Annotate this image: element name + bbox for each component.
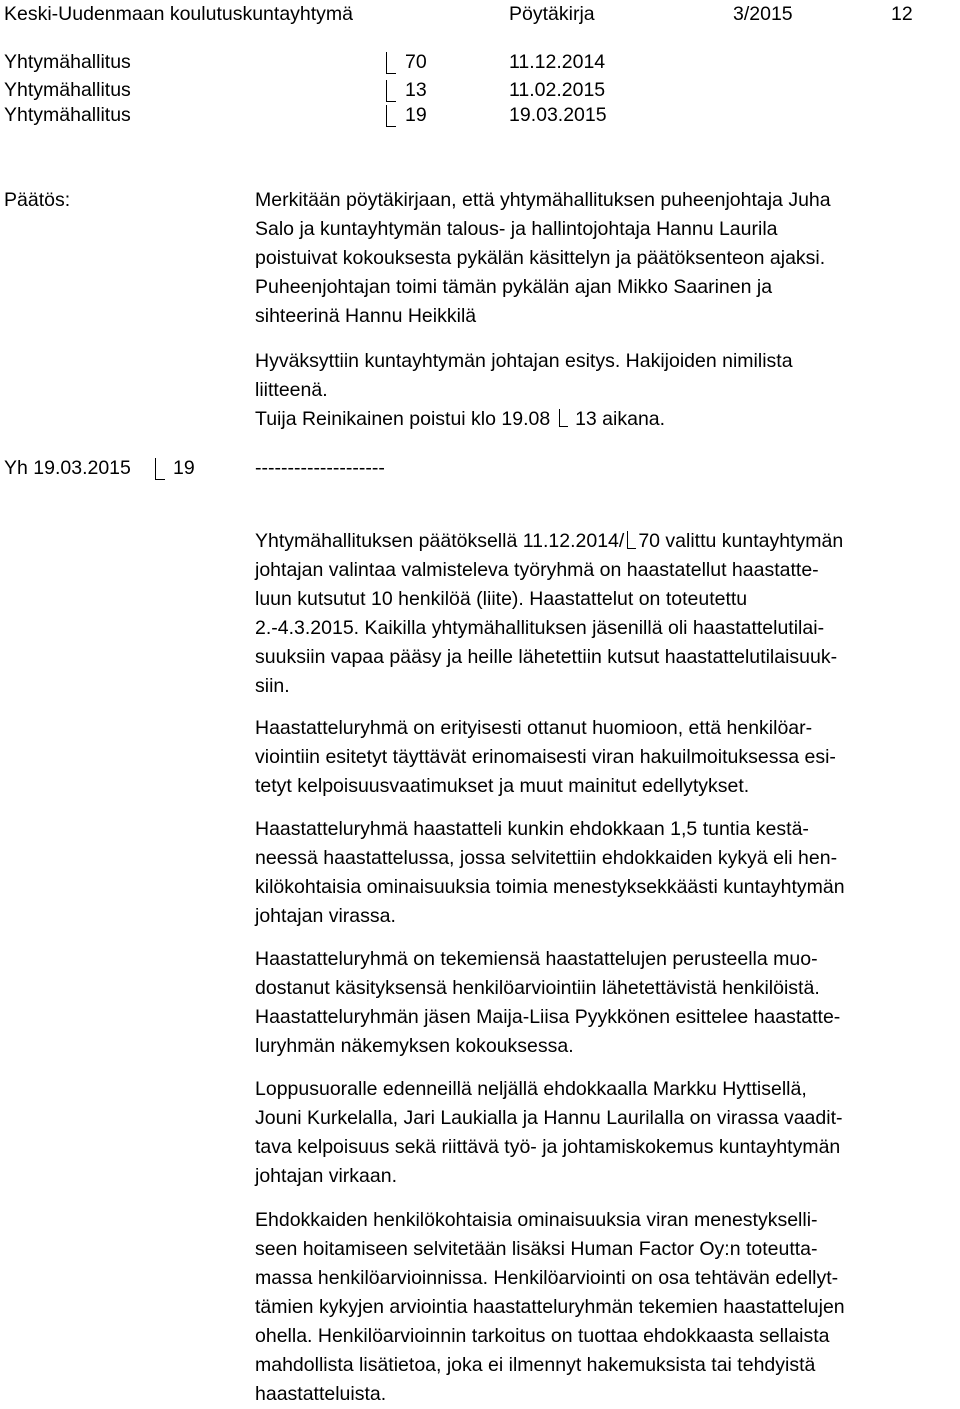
text-line: Haastatteluryhmä haastatteli kunkin ehdokkaan 1,5 tuntia kestä-	[255, 818, 809, 840]
text-line: tämien kykyjen arviointia haastatteluryhmän tekemien haastattelujen	[255, 1296, 845, 1318]
text-line: siin.	[255, 675, 290, 697]
body-paragraph	[255, 527, 955, 701]
text-line: haastatteluista.	[255, 1383, 387, 1405]
text-line: suuksiin vapaa pääsy ja heille lähetettiin kutsut haastattelutilaisuuk-	[255, 646, 838, 668]
meeting-body: Yhtymähallitus	[4, 51, 131, 73]
section-divider: --------------------	[255, 457, 385, 479]
text-line: 2.-4.3.2015. Kaikilla yhtymähallituksen jäsenillä oli haastattelutilai-	[255, 617, 825, 639]
text-line: Loppusuoralle edenneillä neljällä ehdokkaalla Markku Hyttisellä,	[255, 1078, 807, 1100]
body-paragraph	[255, 1206, 955, 1409]
text-line: neessä haastattelussa, jossa selvitettiin ehdokkaiden kykyä eli hen-	[255, 847, 838, 869]
text-line: johtajan virkaan.	[255, 1165, 398, 1187]
text-line: luryhmän näkemyksen kokouksessa.	[255, 1035, 574, 1057]
text-line: massa henkilöarvioinnissa. Henkilöarviointi on osa tehtävän edellyt-	[255, 1267, 839, 1289]
document-number: 3/2015	[733, 3, 793, 25]
section-sign-icon	[386, 80, 396, 102]
text-line: mahdollista lisätietoa, joka ei ilmennyt hakemuksista tai tehdyistä	[255, 1354, 816, 1376]
text-line: Salo ja kuntayhtymän talous- ja hallintojohtaja Hannu Laurila	[255, 218, 778, 240]
text-line: Haastatteluryhmä on erityisesti ottanut huomioon, että henkilöar-	[255, 717, 813, 739]
text-line: tetyt kelpoisuusvaatimukset ja muut mainitut edellytykset.	[255, 775, 750, 797]
text-fragment: 70 valittu kuntayhtymän	[638, 530, 844, 552]
org-name: Keski-Uudenmaan koulutuskuntayhtymä	[4, 3, 354, 25]
text-line: viointiin esitetyt täyttävät erinomaisesti viran hakuilmoituksessa esi-	[255, 746, 836, 768]
meeting-date: 11.02.2015	[509, 79, 606, 101]
text-line: liitteenä.	[255, 379, 328, 401]
section-ref-date: Yh 19.03.2015	[4, 457, 131, 479]
text-line: Puheenjohtajan toimi tämän pykälän ajan Mikko Saarinen ja	[255, 276, 773, 298]
text-line: Haastatteluryhmän jäsen Maija-Liisa Pyykkönen esittelee haastatte-	[255, 1006, 841, 1028]
meeting-date: 19.03.2015	[509, 104, 607, 126]
document-type: Pöytäkirja	[509, 3, 595, 25]
section-sign-icon	[556, 409, 570, 427]
text-line: ohella. Henkilöarvioinnin tarkoitus on tuottaa ehdokkaasta sellaista	[255, 1325, 830, 1347]
text-line	[255, 405, 955, 434]
text-line: tava kelpoisuus sekä riittävä työ- ja johtamiskokemus kuntayhtymän	[255, 1136, 841, 1158]
page-number: 12	[891, 3, 913, 25]
text-line	[255, 527, 955, 556]
meeting-section: 13	[405, 79, 427, 101]
text-line: luun kutsutut 10 henkilöä (liite). Haastattelut on toteutettu	[255, 588, 748, 610]
text-line: dostanut käsityksensä henkilöarviointiin lähetettävistä henkilöistä.	[255, 977, 820, 999]
section-ref-number: 19	[173, 457, 195, 479]
text-line: sihteerinä Hannu Heikkilä	[255, 305, 477, 327]
decision-approval	[255, 347, 955, 434]
section-sign-icon	[386, 52, 396, 74]
section-sign-icon	[624, 531, 638, 549]
text-line: johtajan virassa.	[255, 905, 396, 927]
departure-note: Tuija Reinikainen poistui klo 19.08	[255, 408, 551, 430]
text-line: Jouni Kurkelalla, Jari Laukialla ja Hannu Laurilalla on virassa vaadit-	[255, 1107, 843, 1129]
decision-text	[255, 186, 955, 331]
decision-label: Päätös:	[4, 189, 71, 211]
body-paragraph	[255, 945, 955, 1061]
body-paragraph	[255, 714, 955, 801]
text-line: seen hoitamiseen selvitetään lisäksi Human Factor Oy:n toteutta-	[255, 1238, 818, 1260]
text-fragment: Yhtymähallituksen päätöksellä 11.12.2014/	[255, 530, 625, 552]
meeting-body: Yhtymähallitus	[4, 79, 131, 101]
text-line: kilökohtaisia ominaisuuksia toimia menestyksekkäästi kuntayhtymän	[255, 876, 845, 898]
body-paragraph	[255, 1075, 955, 1191]
meeting-section: 70	[405, 51, 427, 73]
meeting-date: 11.12.2014	[509, 51, 606, 73]
text-line: Ehdokkaiden henkilökohtaisia ominaisuuksia viran menestykselli-	[255, 1209, 818, 1231]
text-line: Hyväksyttiin kuntayhtymän johtajan esitys. Hakijoiden nimilista	[255, 350, 793, 372]
body-paragraph	[255, 815, 955, 931]
text-line: poistuivat kokouksesta pykälän käsittelyn ja päätöksenteon ajaksi.	[255, 247, 826, 269]
text-line: Merkitään pöytäkirjaan, että yhtymähallituksen puheenjohtaja Juha	[255, 189, 831, 211]
section-sign-icon	[386, 105, 396, 127]
meeting-section: 19	[405, 104, 427, 126]
departure-note-end: 13 aikana.	[575, 408, 666, 430]
meeting-body: Yhtymähallitus	[4, 104, 131, 126]
text-line: Haastatteluryhmä on tekemiensä haastattelujen perusteella muo-	[255, 948, 818, 970]
text-line: johtajan valintaa valmisteleva työryhmä on haastatellut haastatte-	[255, 559, 819, 581]
section-sign-icon	[155, 458, 165, 480]
